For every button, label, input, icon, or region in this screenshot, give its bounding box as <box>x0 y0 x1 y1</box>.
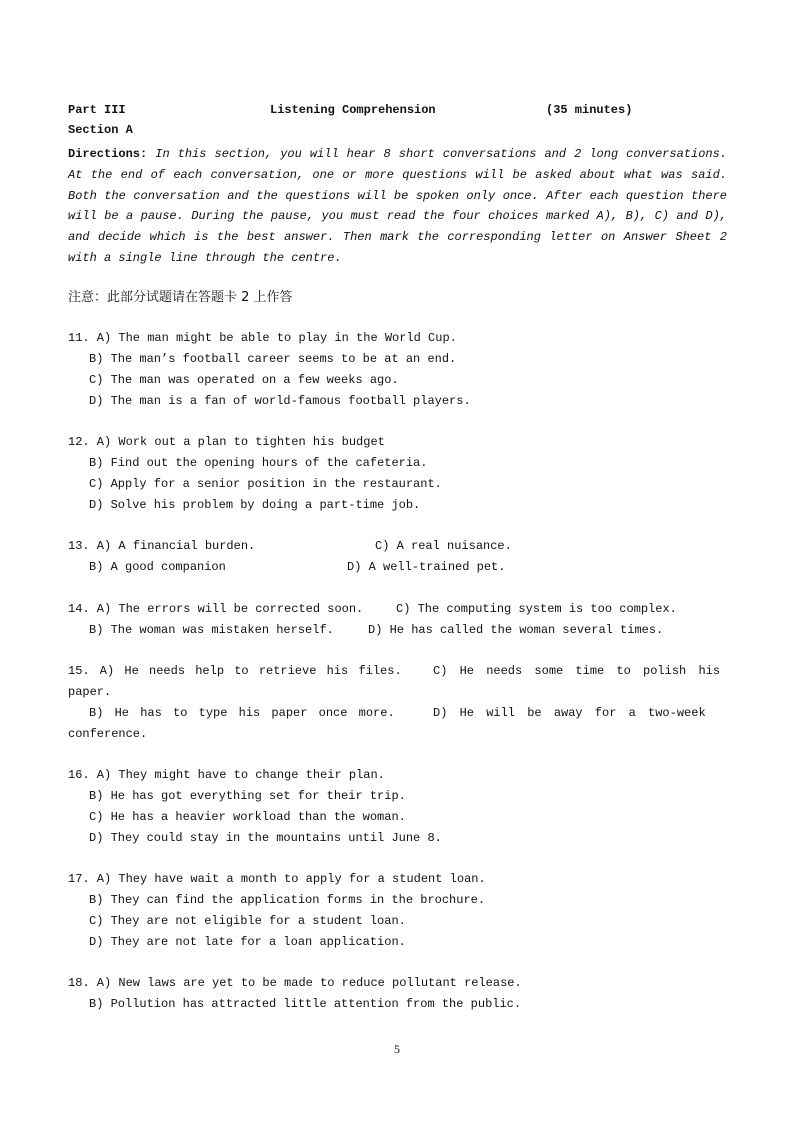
directions-paragraph <box>68 144 727 269</box>
q16-option-d: D) They could stay in the mountains until June 8. <box>89 831 442 845</box>
q18-option-b: B) Pollution has attracted little attention from the public. <box>89 997 522 1011</box>
q15-option-a: 15. A) He needs help to retrieve his files. <box>68 664 402 678</box>
q17-option-a: 17. A) They have wait a month to apply for a student loan. <box>68 872 486 886</box>
q16-option-b: B) He has got everything set for their trip. <box>89 789 406 803</box>
q17-option-c: C) They are not eligible for a student loan. <box>89 914 406 928</box>
directions-label: Directions: <box>68 147 148 161</box>
q14-option-c: C) The computing system is too complex. <box>396 602 677 616</box>
q18-option-a: 18. A) New laws are yet to be made to reduce pollutant release. <box>68 976 522 990</box>
part-label: Part III <box>68 103 126 117</box>
q13-option-a: 13. A) A financial burden. <box>68 539 256 553</box>
q16-option-c: C) He has a heavier workload than the woman. <box>89 810 406 824</box>
section-label: Section A <box>68 123 133 137</box>
q12-option-d: D) Solve his problem by doing a part-time job. <box>89 498 421 512</box>
directions-text: In this section, you will hear 8 short conversations and 2 long conversations. At the end of each conversation, one or more questions will be asked about what was said. Both the conversation and the questions will be spoken only once. After each question there will be a pause. During the pause, you must read the four choices marked A), B), C) and D), and decide which is the best answer. Then mark the corresponding letter on Answer Sheet 2 with a single line through the centre. <box>68 147 727 265</box>
q16-option-a: 16. A) They might have to change their plan. <box>68 768 385 782</box>
q14-option-d: D) He has called the woman several times. <box>368 623 664 637</box>
q11-option-a: 11. A) The man might be able to play in the World Cup. <box>68 331 457 345</box>
part-title: Listening Comprehension <box>270 103 436 117</box>
q12-option-c: C) Apply for a senior position in the restaurant. <box>89 477 442 491</box>
q14-option-a: 14. A) The errors will be corrected soon. <box>68 602 364 616</box>
q17-option-d: D) They are not late for a loan application. <box>89 935 406 949</box>
q13-option-d: D) A well-trained pet. <box>347 560 506 574</box>
q14-option-b: B) The woman was mistaken herself. <box>89 623 334 637</box>
q15-option-d: D) He will be away for a two-week <box>433 706 706 720</box>
q13-option-b: B) A good companion <box>89 560 226 574</box>
q15-option-c: C) He needs some time to polish his <box>433 664 721 678</box>
q11-option-d: D) The man is a fan of world-famous football players. <box>89 394 471 408</box>
page-number: 5 <box>394 1042 400 1056</box>
q17-option-b: B) They can find the application forms in the brochure. <box>89 893 486 907</box>
q13-option-c: C) A real nuisance. <box>375 539 512 553</box>
q11-option-b: B) The man’s football career seems to be at an end. <box>89 352 457 366</box>
q12-option-b: B) Find out the opening hours of the cafeteria. <box>89 456 428 470</box>
q12-option-a: 12. A) Work out a plan to tighten his budget <box>68 435 385 449</box>
q15-option-c-cont: paper. <box>68 685 112 699</box>
q11-option-c: C) The man was operated on a few weeks ago. <box>89 373 399 387</box>
answer-note: 注意：此部分试题请在答题卡 2 上作答 <box>68 290 293 305</box>
part-time: (35 minutes) <box>546 103 633 117</box>
q15-option-d-cont: conference. <box>68 727 148 741</box>
q15-option-b: B) He has to type his paper once more. <box>89 706 395 720</box>
